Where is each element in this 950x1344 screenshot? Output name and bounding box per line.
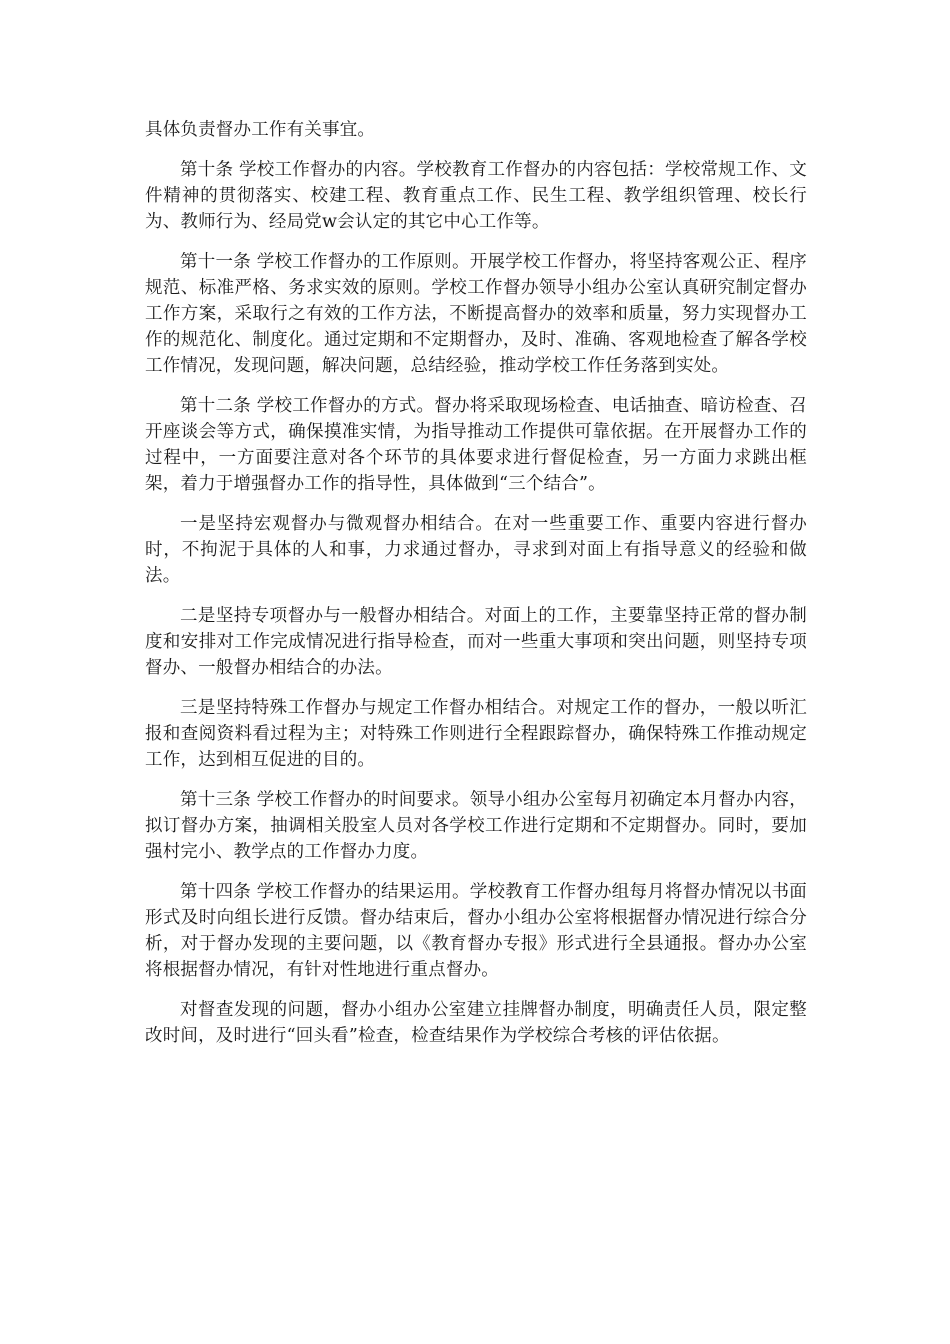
paragraph-article-10: 第十条 学校工作督办的内容。学校教育工作督办的内容包括：学校常规工作、文件精神的贯彻落实、校建工程、教育重点工作、民生工程、教学组织管理、校长行为、教师行为、经局党w会认定的其它中心工作等。: [145, 160, 807, 232]
paragraph-article-11: 第十一条 学校工作督办的工作原则。开展学校工作督办，将坚持客观公正、程序规范、标准严格、务求实效的原则。学校工作督办领导小组办公室认真研究制定督办工作方案，采取行之有效的工作方法，不断提高督办的效率和质量，努力实现督办工作的规范化、制度化。通过定期和不定期督办，及时、准确、客观地检查了解各学校工作情况，发现问题，解决问题，总结经验，推动学校工作任务落到实处。: [145, 252, 807, 376]
paragraph-combination-3: 三是坚持特殊工作督办与规定工作督办相结合。对规定工作的督办，一般以听汇报和查阅资料看过程为主；对特殊工作则进行全程跟踪督办，确保特殊工作推动规定工作，达到相互促进的目的。: [145, 698, 807, 770]
paragraph-continuation: 具体负责督办工作有关事宜。: [145, 120, 376, 140]
paragraph-combination-1: 一是坚持宏观督办与微观督办相结合。在对一些重要工作、重要内容进行督办时，不拘泥于具体的人和事，力求通过督办，寻求到对面上有指导意义的经验和做法。: [145, 514, 807, 586]
paragraph-follow-up: 对督查发现的问题，督办小组办公室建立挂牌督办制度，明确责任人员，限定整改时间，及时进行“回头看”检查，检查结果作为学校综合考核的评估依据。: [145, 1000, 807, 1046]
paragraph-article-12: 第十二条 学校工作督办的方式。督办将采取现场检查、电话抽查、暗访检查、召开座谈会等方式，确保摸准实情，为指导推动工作提供可靠依据。在开展督办工作的过程中，一方面要注意对各个环节的具体要求进行督促检查，另一方面力求跳出框架，着力于增强督办工作的指导性，具体做到“三个结合”。: [145, 396, 807, 494]
paragraph-article-13: 第十三条 学校工作督办的时间要求。领导小组办公室每月初确定本月督办内容，拟订督办方案，抽调相关股室人员对各学校工作进行定期和不定期督办。同时，要加强村完小、教学点的工作督办力度。: [145, 790, 807, 862]
paragraph-combination-2: 二是坚持专项督办与一般督办相结合。对面上的工作，主要靠坚持正常的督办制度和安排对工作完成情况进行指导检查，而对一些重大事项和突出问题，则坚持专项督办、一般督办相结合的办法。: [145, 606, 807, 678]
document-body: [145, 117, 807, 1063]
paragraph-article-14: 第十四条 学校工作督办的结果运用。学校教育工作督办组每月将督办情况以书面形式及时向组长进行反馈。督办结束后，督办小组办公室将根据督办情况进行综合分析，对于督办发现的主要问题，以《教育督办专报》形式进行全县通报。督办办公室将根据督办情况，有针对性地进行重点督办。: [145, 882, 807, 980]
